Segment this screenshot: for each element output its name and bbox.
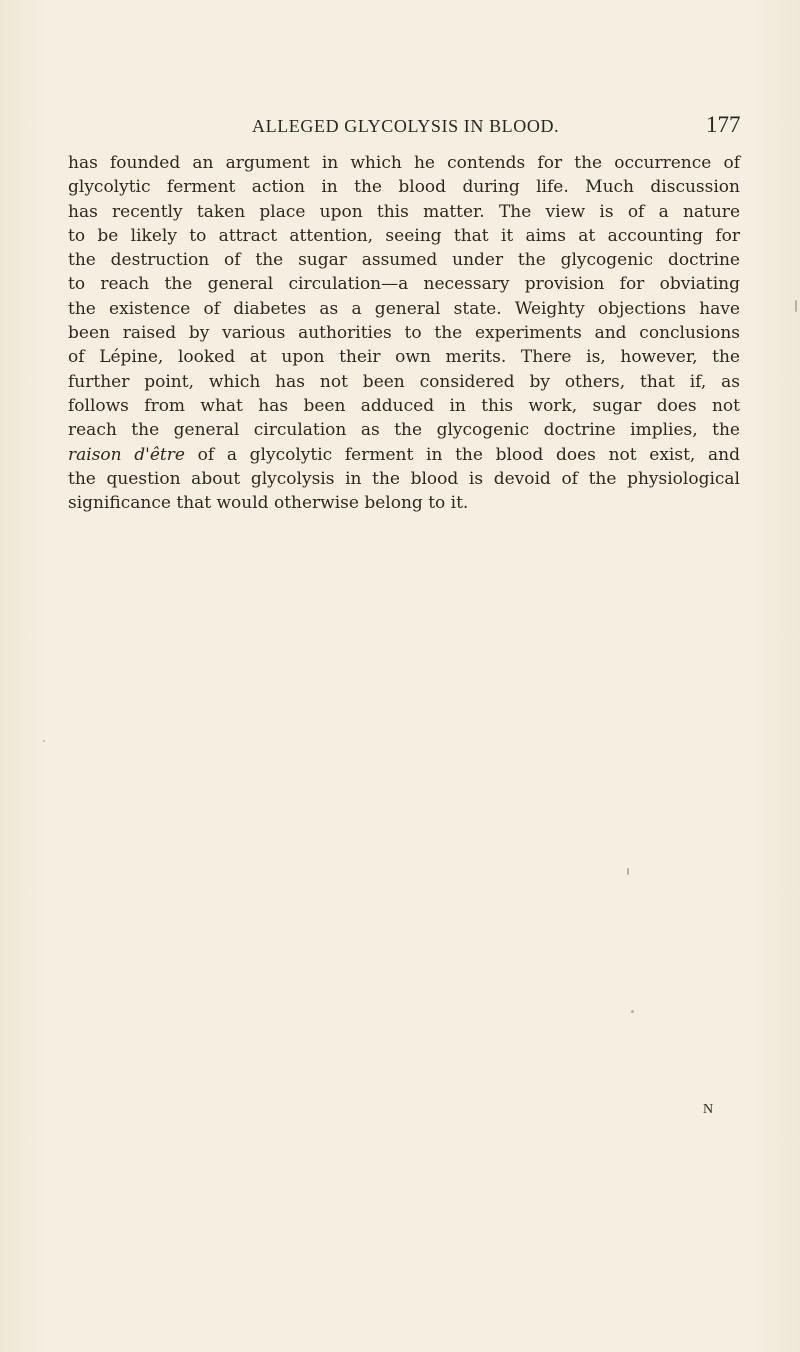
- text-line: has founded an argument in which he contends for the occurrence of: [68, 153, 740, 173]
- text-line: further point, which has not been considered by others, that if, as: [68, 371, 740, 392]
- italic-phrase: raison d'être: [68, 444, 185, 465]
- paper-speck: [627, 868, 629, 875]
- text-line: been raised by various authorities to the experiments and conclusions: [68, 323, 740, 344]
- signature-mark: N: [703, 1102, 714, 1117]
- text-line: to be likely to attract attention, seeing that it aims at accounting for: [68, 225, 740, 246]
- text-line: of Lépine, looked at upon their own merits. There is, however, the: [68, 347, 740, 368]
- text-line: glycolytic ferment action in the blood during life. Much discussion: [68, 177, 740, 198]
- text-line: has recently taken place upon this matter. The view is of a nature: [68, 201, 740, 222]
- paper-speck: [631, 1010, 634, 1013]
- text-line: the destruction of the sugar assumed under the glycogenic doctrine: [68, 250, 740, 271]
- paper-speck: [795, 300, 797, 312]
- text-line: to reach the general circulation—a necessary provision for obviating: [68, 274, 740, 295]
- text-line: follows from what has been adduced in this work, sugar does not: [68, 395, 740, 416]
- text-line: the question about glycolysis in the blood is devoid of the physiological: [68, 468, 740, 489]
- running-title: ALLEGED GLYCOLYSIS IN BLOOD.: [252, 116, 560, 136]
- text-line-last: significance that would otherwise belong to it.: [68, 493, 469, 514]
- body-paragraph: [68, 151, 740, 515]
- text-run: of a glycolytic ferment in the blood does not exist, and: [184, 444, 740, 465]
- paper-speck: [43, 740, 45, 742]
- running-head: [0, 112, 800, 142]
- text-line: the existence of diabetes as a general state. Weighty objections have: [68, 298, 740, 319]
- text-line: reach the general circulation as the glycogenic doctrine implies, the: [68, 420, 740, 441]
- page-number: 177: [706, 112, 741, 137]
- text-line-with-italic: [68, 443, 740, 467]
